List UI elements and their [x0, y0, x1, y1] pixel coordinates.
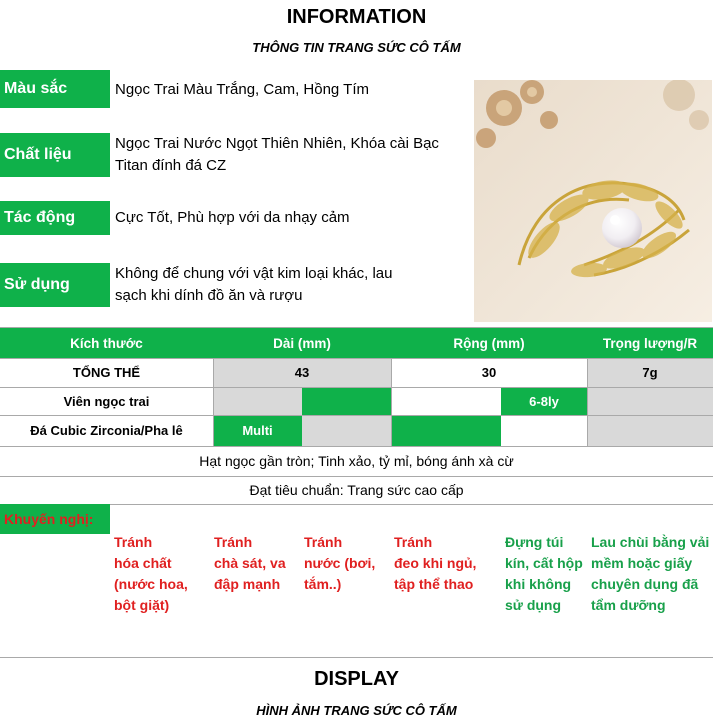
advice-item-storage: Đựng túi kín, cất hộp khi không sử dụng [505, 534, 583, 613]
label-color: Màu sắc [0, 70, 110, 108]
note-standard: Đạt tiêu chuẩn: Trang sức cao cấp [249, 482, 464, 498]
pearl-brooch-icon [474, 80, 712, 322]
pearl-cell-5 [587, 387, 713, 415]
advice-item-friction: Tránh chà sát, va đập mạnh [214, 534, 286, 592]
advice-item-cleaning: Lau chùi bằng vải mềm hoặc giấy chuyên dụng đã tẩm dưỡng [591, 534, 710, 613]
advice-item-sleep: Tránh đeo khi ngủ, tập thể thao [394, 534, 477, 592]
overall-length: 43 [213, 358, 391, 387]
stone-cell-4 [501, 415, 587, 446]
advice-label-box [0, 504, 110, 534]
label-material: Chất liệu [0, 133, 110, 177]
stone-cell-2 [302, 415, 391, 446]
pearl-size-value: 6-8ly [501, 387, 587, 415]
value-usage: Không để chung với vật kim loại khác, lau sạch khi dính đồ ăn và rượu [115, 265, 393, 304]
value-color: Ngọc Trai Màu Trắng, Cam, Hồng Tím [115, 81, 369, 98]
note-quality: Hạt ngọc gần tròn; Tinh xảo, tỷ mỉ, bóng ánh xà cừ [199, 453, 514, 469]
display-subtitle: HÌNH ẢNH TRANG SỨC CÔ TẤM [256, 703, 457, 718]
product-photo [474, 80, 712, 322]
overall-weight: 7g [587, 358, 713, 387]
grid-line [213, 358, 214, 446]
overall-width: 30 [481, 365, 497, 380]
col-header-size: Kích thước [0, 328, 213, 358]
stone-cell-3 [391, 415, 501, 446]
row-pearl-label: Viên ngọc trai [63, 393, 150, 409]
advice-item-water: Tránh nước (bơi, tắm..) [304, 534, 376, 592]
col-header-weight: Trọng lượng/R [587, 328, 713, 358]
grid-line [0, 415, 713, 416]
grid-line [587, 358, 588, 446]
stone-cell-5 [587, 415, 713, 446]
grid-line [0, 358, 713, 359]
stone-value: Multi [213, 415, 302, 446]
label-usage: Sử dụng [0, 263, 110, 307]
page-title: INFORMATION [286, 6, 427, 28]
pearl-cell-2 [302, 387, 391, 415]
col-header-width: Rộng (mm) [391, 328, 587, 358]
pearl-cell-3 [391, 387, 501, 415]
page-subtitle: THÔNG TIN TRANG SỨC CÔ TẤM [252, 40, 461, 55]
grid-line [0, 446, 713, 447]
col-header-length: Dài (mm) [213, 328, 391, 358]
section-divider [0, 657, 713, 658]
pearl-cell-1 [213, 387, 302, 415]
grid-line [0, 476, 713, 477]
advice-label: Khuyến nghị: [4, 511, 94, 527]
row-stone-label: Đá Cubic Zirconia/Pha lê [30, 423, 183, 438]
grid-line [391, 358, 392, 446]
grid-line [0, 387, 713, 388]
advice-item-chemicals: Tránh hóa chất (nước hoa, bột giặt) [114, 534, 188, 613]
row-overall-label: TỔNG THỂ [72, 365, 141, 380]
value-effect: Cực Tốt, Phù hợp với da nhạy cảm [115, 209, 350, 226]
display-title: DISPLAY [314, 668, 399, 690]
label-effect: Tác động [0, 201, 110, 235]
grid-line [0, 327, 713, 328]
value-material: Ngọc Trai Nước Ngọt Thiên Nhiên, Khóa cài Bạc Titan đính đá CZ [115, 135, 439, 174]
